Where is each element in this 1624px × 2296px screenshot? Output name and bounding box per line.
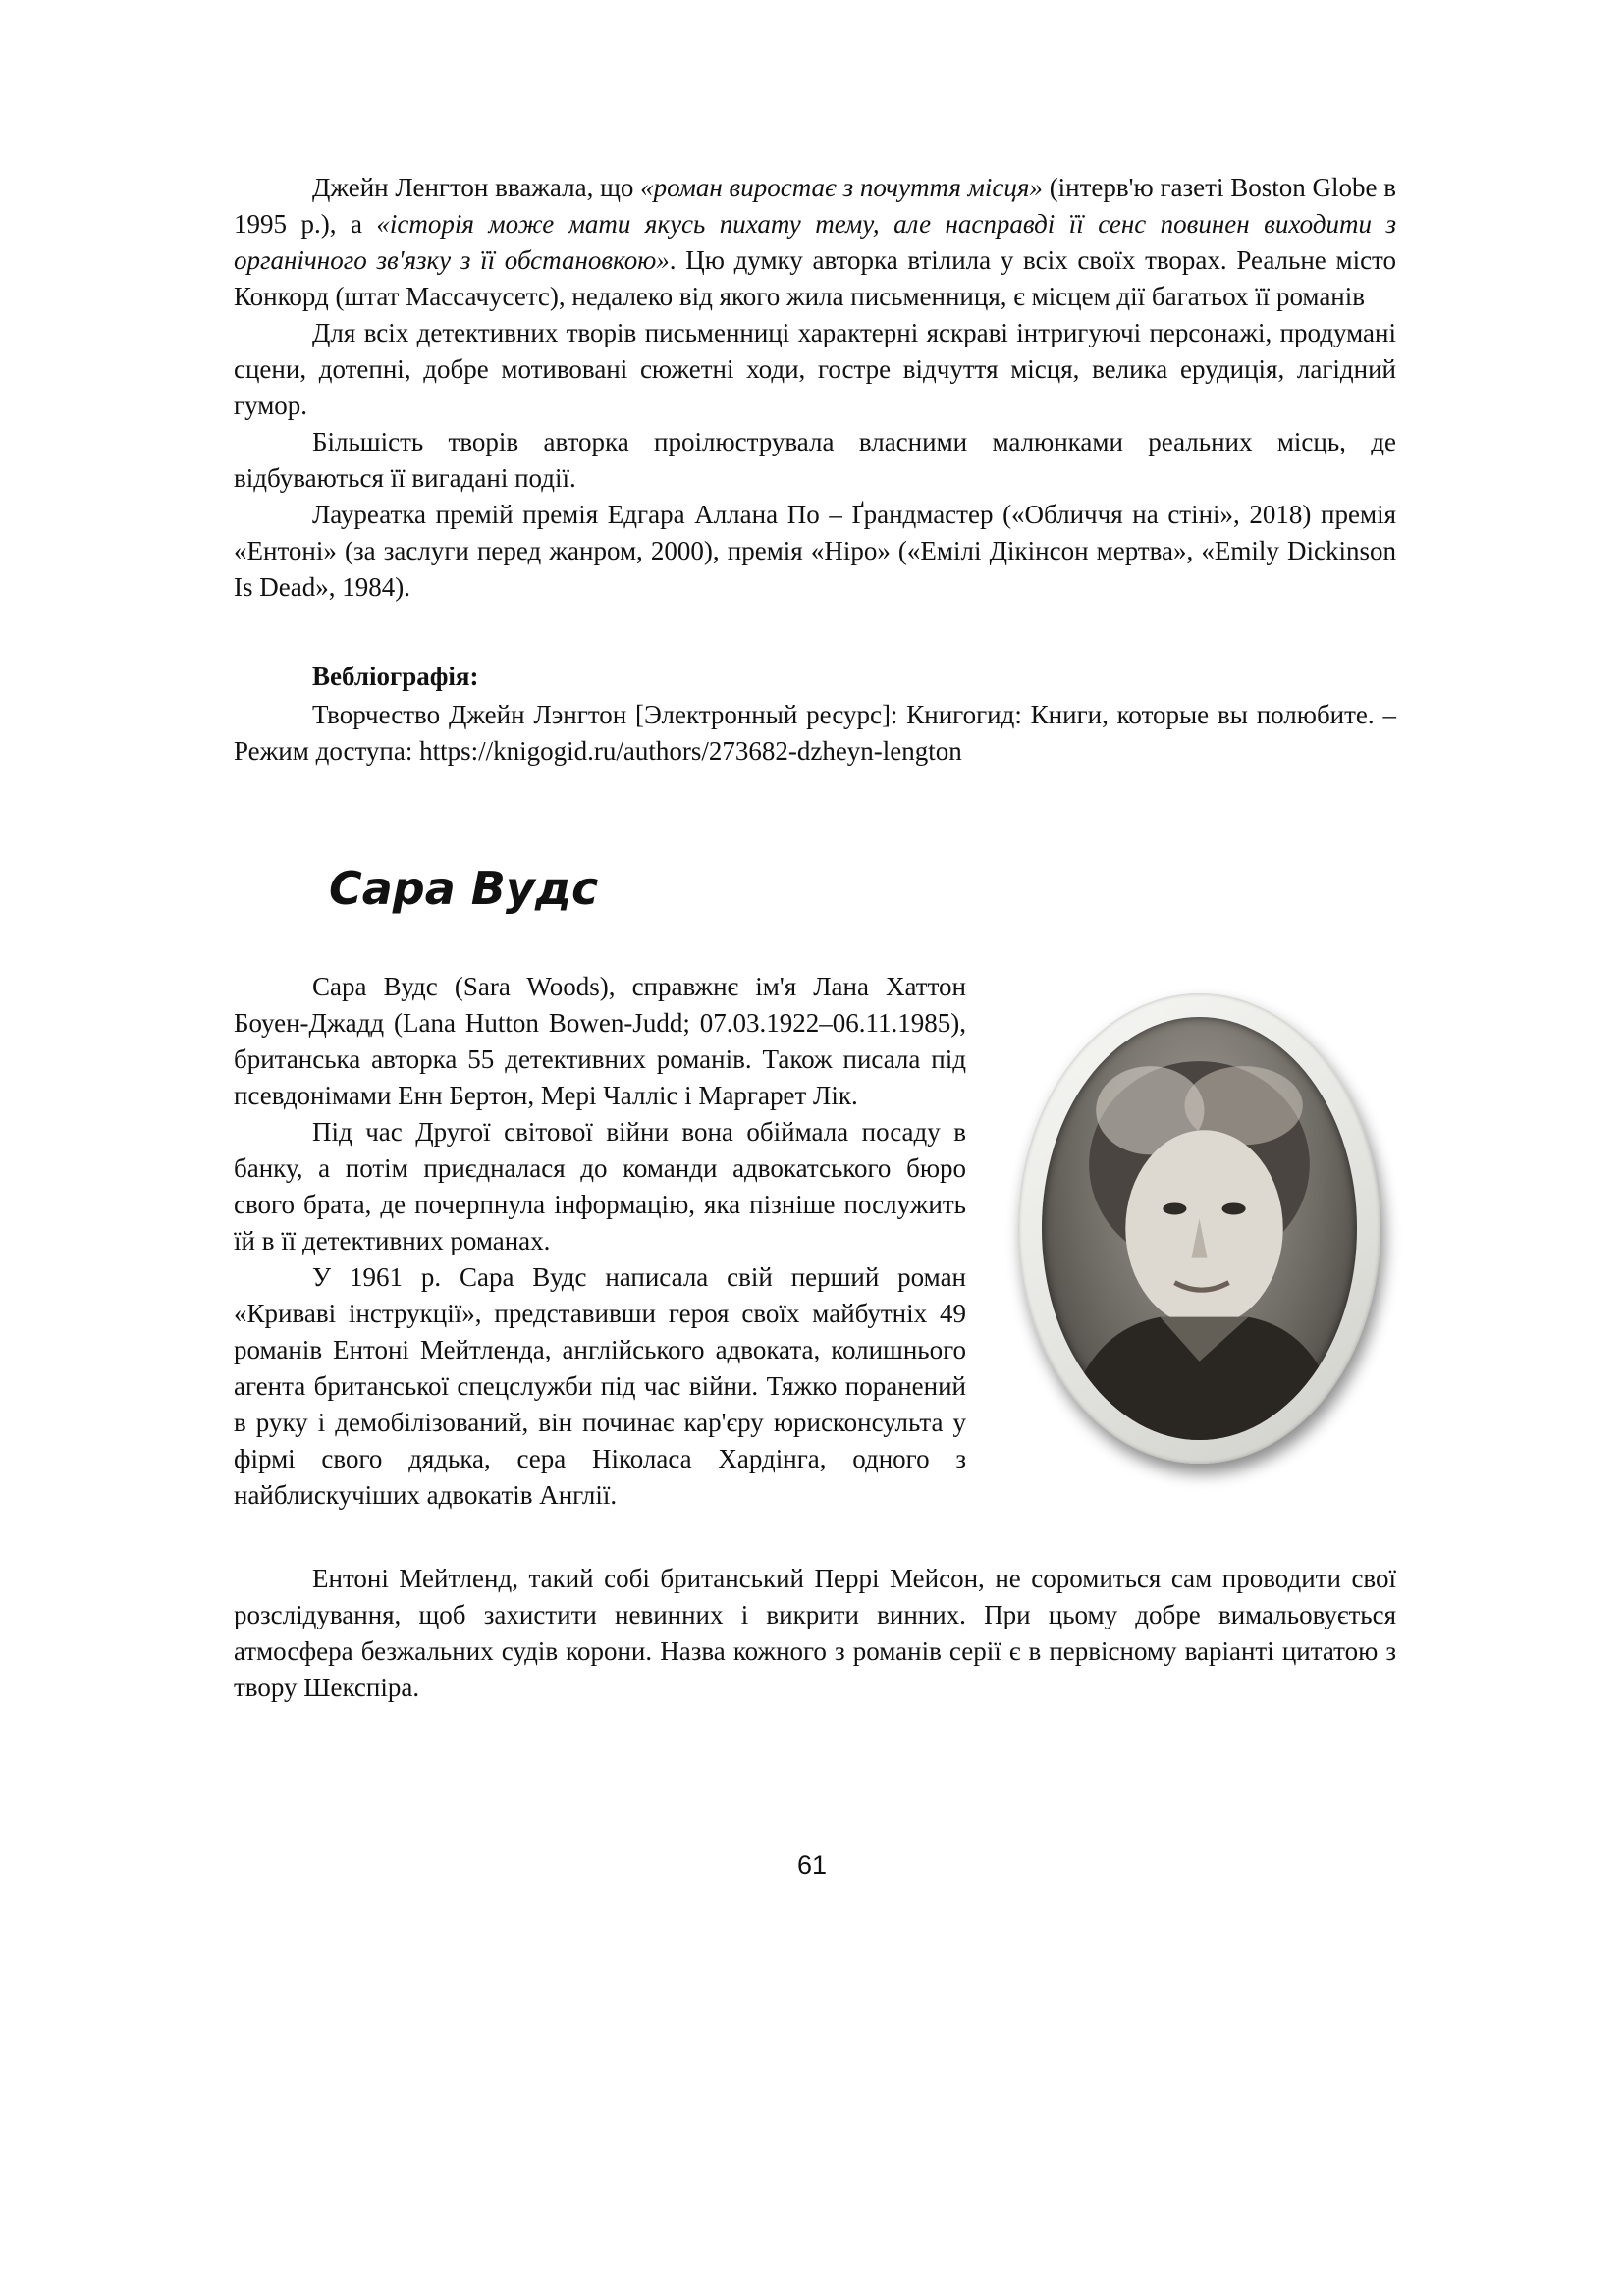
bibliography-entry-block	[234, 697, 1396, 770]
woods-continuation-text	[234, 1561, 1396, 1706]
langton-section-text	[234, 170, 1396, 606]
paragraph: У 1961 р. Сара Вудс написала свій перший роман «Криваві інструкції», представивши героя своїх майбутніх 49 романів Ентоні Мейтленда, англійського адвоката, колишнього агента британської спецслужби під час війни. Тяжко поранений в руку і демобілізований, він починає кар'єру юрисконсульта у фірмі свого дядька, сера Ніколаса Хардінга, одного з найблискучіших адвокатів Англії.	[234, 1262, 966, 1510]
paragraph	[234, 170, 1396, 315]
paragraph: Під час Другої світової війни вона обіймала посаду в банку, а потім приєдналася до команди адвокатського бюро свого брата, де почерпнула інформацію, яка пізніше послужить їй в її детективних романах.	[234, 1117, 966, 1255]
paragraph: Ентоні Мейтленд, такий собі британський Перрі Мейсон, не соромиться сам проводити свої розслідування, щоб захистити невинних і викрити винних. При цьому добре вимальовується атмосфера безжальних судів корони. Назва кожного з романів серії є в первісному варіанті цитатою з твору Шекспіра.	[234, 1564, 1396, 1702]
woods-column-text	[234, 969, 966, 1514]
text-run: Джейн Ленгтон вважала, що	[312, 173, 641, 202]
bibliography-entry: Творчество Джейн Лэнгтон [Электронный ресурс]: Книгогид: Книги, которые вы полюбите. – Режим доступа: https://knigogid.ru/authors/273682-dzheyn-lengton	[234, 700, 1396, 766]
portrait-photo-icon	[1042, 1017, 1357, 1440]
section-title: Сара Вудс	[329, 862, 599, 915]
paragraph: Сара Вудс (Sara Woods), справжнє ім'я Лана Хаттон Боуен-Джадд (Lana Hutton Bowen-Judd; 07.03.1922–06.11.1985), британська авторка 55 детективних романів. Також писала під псевдонімами Енн Бертон, Мері Чалліс і Маргарет Лік.	[234, 972, 966, 1110]
paragraph: Лауреатка премій премія Едгара Аллана По – Ґрандмастер («Обличчя на стіні», 2018) премія «Ентоні» (за заслуги перед жанром, 2000), премія «Ніро» («Емілі Дікінсон мертва», «Emily Dickinson Is Dead», 1984).	[234, 500, 1396, 602]
paragraph: Більшість творів авторка проілюструвала власними малюнками реальних місць, де відбуваються її вигадані події.	[234, 427, 1396, 493]
quote: «історія може мати якусь пихату тему, але насправді її сенс повинен виходити з органічного зв'язку з її обстановкою»	[234, 209, 1396, 275]
portrait-frame	[1018, 993, 1380, 1464]
page-number: 61	[796, 1850, 828, 1880]
quote: «роман виростає з почуття місця»	[640, 173, 1043, 202]
text-run: . Цю думку авторка втілила у всіх своїх творах. Реальне місто Конкорд (штат Массачусетс), недалеко від якого жила письменниця, є місцем дії багатьох її романів	[234, 245, 1396, 311]
bibliography-heading: Вебліографія:	[312, 662, 479, 691]
paragraph: Для всіх детективних творів письменниці характерні яскраві інтригуючі персонажі, продумані сцени, дотепні, добре мотивовані сюжетні ходи, гостре відчуття місця, велика ерудиція, лагідний гумор.	[234, 318, 1396, 420]
text-run: (інтерв'ю газеті Boston Globe в 1995 р.), а	[234, 173, 1396, 239]
